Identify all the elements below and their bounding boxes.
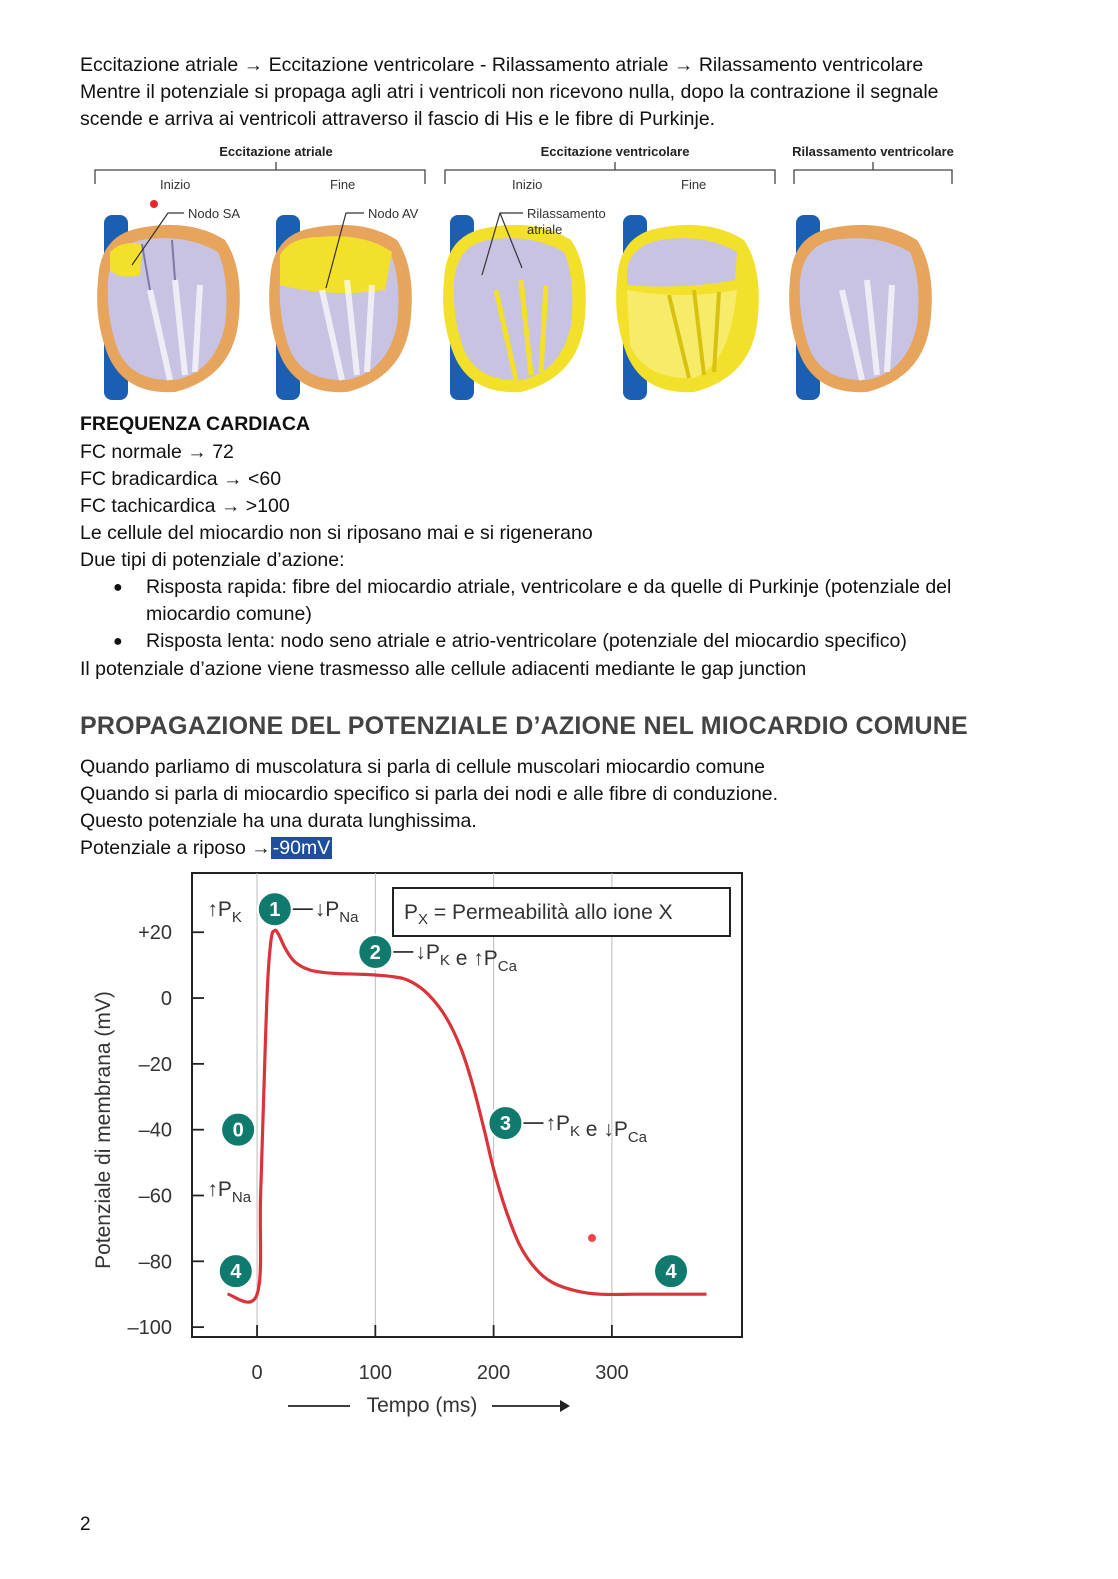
heart-2-atrial-end <box>269 215 412 400</box>
group-label-eccitazione-atriale: Eccitazione atriale <box>219 144 333 159</box>
y-tick-label: +20 <box>138 922 172 945</box>
phase-badge-number: 1 <box>269 899 281 922</box>
nodo-av-label: Nodo AV <box>368 206 419 221</box>
x-axis-label: Tempo (ms) <box>366 1394 478 1417</box>
bullet-1-line-1: Risposta rapida: fibre del miocardio atriale, ventricolare e da quelle di Purkinje (potenziale del <box>146 576 952 598</box>
y-tick-label: –100 <box>127 1317 172 1340</box>
intro-line-1: Eccitazione atriale → Eccitazione ventricolare - Rilassamento atriale → Rilassamento ventricolare <box>80 54 924 76</box>
gap-junction-text: Il potenziale d’azione viene trasmesso alle cellule adiacenti mediante le gap junction <box>80 658 807 680</box>
bracket-rilassamento <box>794 162 952 184</box>
propagazione-line-1: Quando parliamo di muscolatura si parla di cellule muscolari miocardio comune <box>80 756 765 778</box>
page-number: 2 <box>80 1514 91 1535</box>
propagazione-line-2: Quando si parla di miocardio specifico si parla dei nodi e alle fibre di conduzione. <box>80 783 779 805</box>
group-label-eccitazione-ventricolare: Eccitazione ventricolare <box>540 144 690 159</box>
y-tick-label: –20 <box>138 1053 172 1076</box>
sa-node-marker <box>150 200 158 208</box>
phase-badge-number: 4 <box>230 1261 242 1284</box>
phase-4-annotation <box>654 1254 688 1288</box>
sub-label-inizio: Inizio <box>160 177 191 192</box>
action-potential-chart <box>80 866 760 1426</box>
bullet-2: Risposta lenta: nodo seno atriale e atrio-ventricolare (potenziale del miocardio specifico) <box>146 630 907 652</box>
nodo-sa-label: Nodo SA <box>188 206 241 221</box>
legend-text: $P_X$ = Permeabilità allo ione X <box>404 901 673 928</box>
phase-permeability-label: $↑P_K$ <box>207 898 242 927</box>
heart-3-ventricular-start <box>443 215 586 400</box>
phase-badge-number: 0 <box>232 1119 244 1142</box>
intro-line-2: Mentre il potenziale si propaga agli atri i ventricoli non ricevono nulla, dopo la contrazione il segnale <box>80 81 939 103</box>
bracket-atriale <box>95 162 425 184</box>
due-tipi-text: Due tipi di potenziale d’azione: <box>80 549 345 571</box>
y-tick-label: –60 <box>138 1185 172 1208</box>
sub-label-fine: Fine <box>681 177 707 192</box>
potenziale-riposo <box>80 835 332 862</box>
fc-bradicardica: FC bradicardica → <60 <box>80 468 282 490</box>
fc-normale: FC normale → 72 <box>80 441 234 463</box>
phase-badge-number: 4 <box>665 1261 677 1284</box>
y-axis-label: Potenziale di membrana (mV) <box>92 991 115 1269</box>
x-tick-label: 200 <box>476 1362 511 1384</box>
section-heading: PROPAGAZIONE DEL POTENZIALE D’AZIONE NEL MIOCARDIO COMUNE <box>80 712 968 740</box>
fc-tachicardica: FC tachicardica → >100 <box>80 495 290 517</box>
frequenza-title: FREQUENZA CARDIACA <box>80 413 311 435</box>
legend-box <box>393 888 730 936</box>
phase-0-annotation <box>221 1113 255 1147</box>
bullet-dot: ● <box>113 633 123 650</box>
sub-label-fine: Fine <box>330 177 356 192</box>
sub-label-inizio: Inizio <box>512 177 543 192</box>
x-tick-label: 0 <box>251 1362 263 1384</box>
rilassamento-atriale-label-1: Rilassamento <box>527 206 606 221</box>
riposo-label: Potenziale a riposo → <box>80 837 271 859</box>
rilassamento-atriale-label-2: atriale <box>527 222 563 237</box>
y-tick-label: 0 <box>160 988 172 1011</box>
phase-badge-number: 3 <box>499 1113 512 1136</box>
cellule-text: Le cellule del miocardio non si riposano mai e si rigenerano <box>80 522 593 544</box>
phase-permeability-label: $↓P_K$ e $↑P_{Ca}$ <box>415 940 517 975</box>
bullet-1-line-2: miocardio comune) <box>146 603 312 625</box>
heart-1-atrial-start <box>97 215 240 400</box>
y-tick-label: –40 <box>138 1119 172 1142</box>
heart-excitation-figure <box>80 140 980 405</box>
x-tick-label: 300 <box>595 1362 629 1384</box>
heart-4-ventricular-end <box>616 215 759 400</box>
heart-5-ventricular-relaxation <box>789 215 932 400</box>
laser-pointer-dot <box>588 1234 596 1242</box>
x-axis-title <box>288 1394 570 1417</box>
bullet-dot: ● <box>113 579 123 596</box>
riposo-value-highlight: -90mV <box>272 837 331 859</box>
bracket-ventricolare <box>445 162 775 184</box>
phase-badge-number: 2 <box>369 941 381 964</box>
intro-line-3: scende e arriva ai ventricoli attraverso il fascio di His e le fibre di Purkinje. <box>80 108 716 130</box>
phase-permeability-label: $↑P_{Na}$ <box>207 1177 252 1206</box>
propagazione-line-3: Questo potenziale ha una durata lunghissima. <box>80 810 477 832</box>
phase-permeability-label: $↑P_K$ e $↓P_{Ca}$ <box>545 1112 648 1147</box>
phase-4-annotation <box>219 1254 253 1288</box>
phase-permeability-label: $↓P_{Na}$ <box>314 898 359 927</box>
y-tick-label: –80 <box>138 1251 172 1274</box>
x-tick-label: 100 <box>358 1362 393 1384</box>
group-label-rilassamento-ventricolare: Rilassamento ventricolare <box>792 144 954 159</box>
